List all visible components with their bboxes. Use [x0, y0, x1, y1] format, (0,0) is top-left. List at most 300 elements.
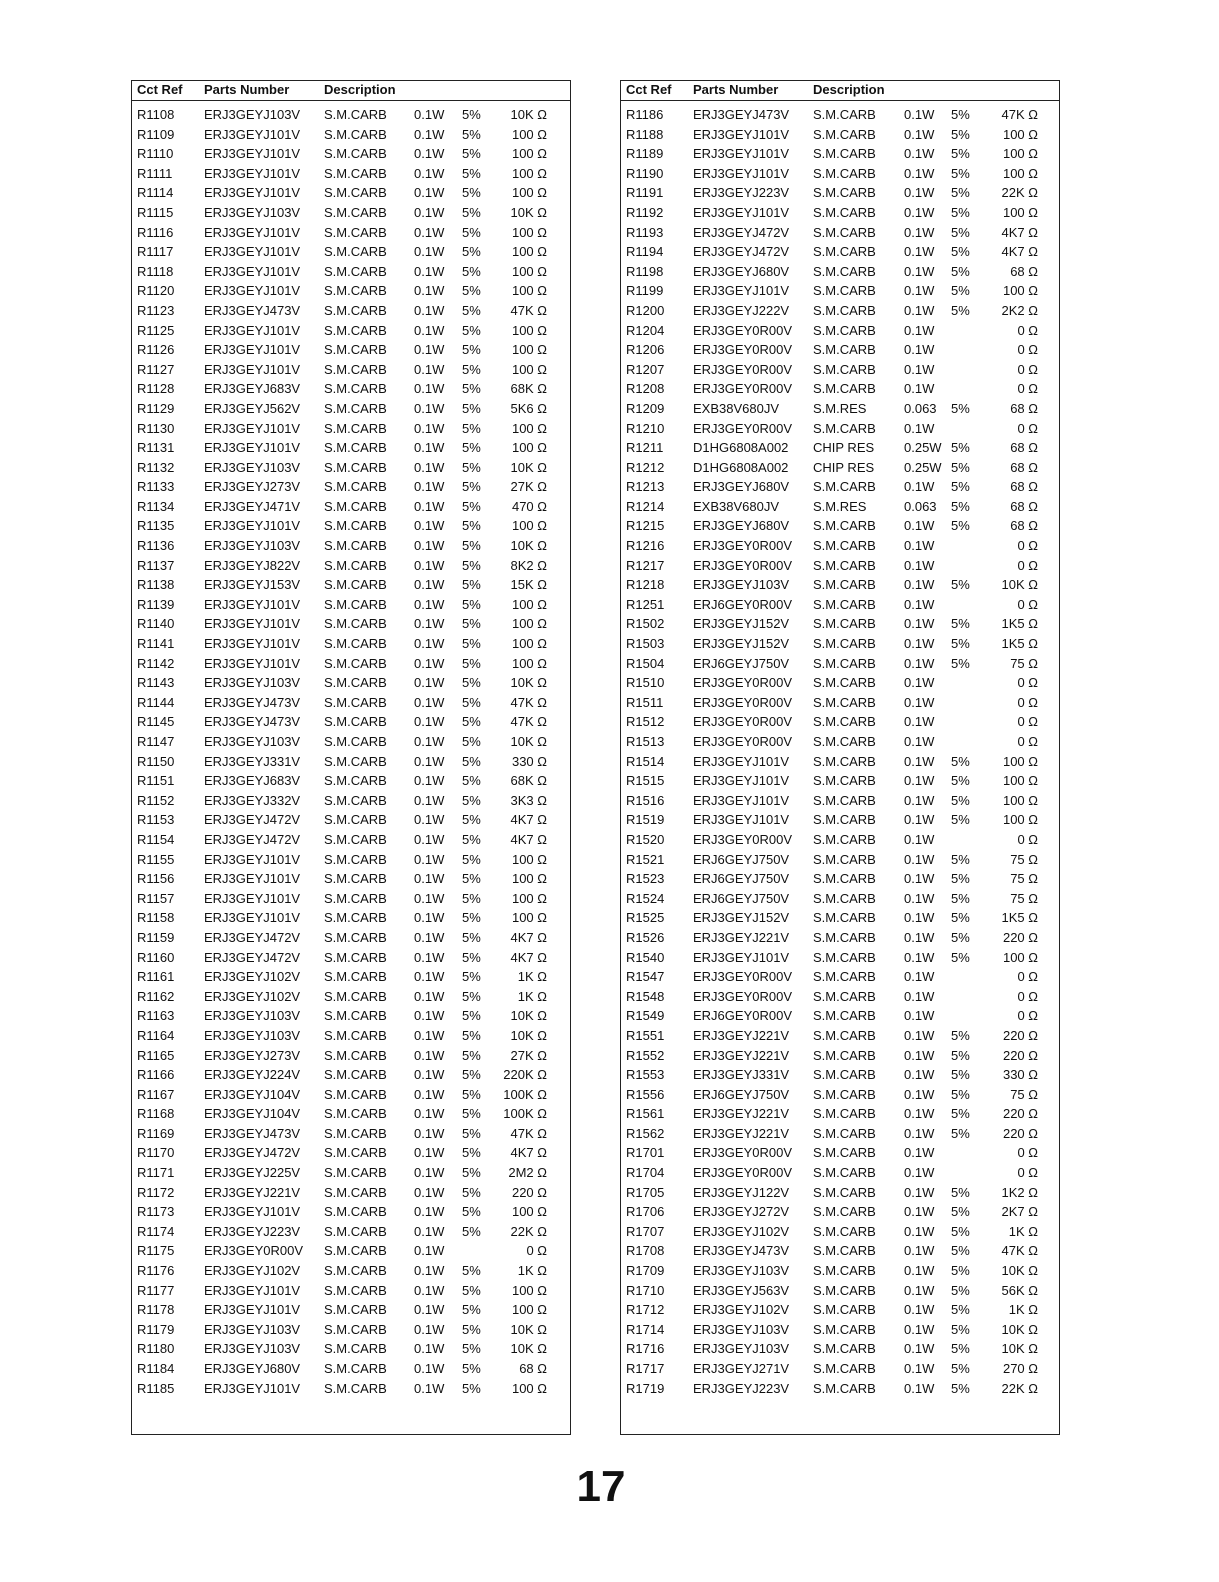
table-row: [621, 125, 1059, 145]
tolerance: 5%: [951, 518, 970, 534]
value: 100 Ω: [511, 596, 547, 612]
value: 100 Ω: [511, 244, 547, 260]
description: S.M.CARB: [324, 792, 387, 808]
cct-ref: R1549: [626, 1008, 665, 1024]
wattage: 0.1W: [414, 1243, 445, 1259]
value: 100 Ω: [511, 1302, 547, 1318]
tolerance: 5%: [462, 185, 481, 201]
part-number: D1HG6808A002: [693, 459, 789, 475]
wattage: 0.1W: [414, 596, 445, 612]
wattage: 0.1W: [904, 1145, 935, 1161]
tolerance: 5%: [462, 577, 481, 593]
table-row: [621, 203, 1059, 223]
part-number: ERJ6GEYJ750V: [693, 851, 790, 867]
part-number: ERJ3GEY0R00V: [693, 381, 792, 397]
part-number: ERJ6GEY0R00V: [693, 1008, 792, 1024]
wattage: 0.1W: [904, 1204, 935, 1220]
part-number: ERJ3GEY0R00V: [693, 1145, 792, 1161]
tolerance: 5%: [951, 1027, 970, 1043]
tolerance: 5%: [462, 381, 481, 397]
table-row: [621, 987, 1059, 1007]
description: S.M.CARB: [324, 851, 387, 867]
tolerance: 5%: [462, 734, 481, 749]
wattage: 0.063: [904, 400, 937, 416]
description: S.M.CARB: [324, 342, 387, 358]
part-number: ERJ6GEYJ750V: [693, 655, 790, 671]
part-number: ERJ3GEY0R00V: [693, 714, 792, 730]
description: S.M.CARB: [813, 577, 876, 593]
wattage: 0.1W: [414, 342, 445, 358]
wattage: 0.1W: [414, 1204, 445, 1220]
part-number: ERJ3GEY0R00V: [693, 1165, 792, 1181]
part-number: ERJ3GEYJ221V: [693, 1027, 790, 1043]
table-row: [132, 1379, 570, 1399]
parts-table-left: [131, 80, 571, 1435]
wattage: 0.1W: [904, 244, 935, 260]
tolerance: 5%: [462, 675, 481, 691]
wattage: 0.1W: [414, 753, 445, 769]
wattage: 0.1W: [904, 263, 935, 279]
description: S.M.CARB: [813, 910, 876, 926]
part-number: ERJ3GEYJ101V: [204, 655, 301, 671]
wattage: 0.1W: [414, 420, 445, 436]
cct-ref: R1216: [626, 538, 665, 554]
description: S.M.CARB: [324, 812, 387, 828]
tolerance: 5%: [462, 479, 481, 495]
cct-ref: R1512: [626, 714, 665, 730]
wattage: 0.1W: [904, 577, 935, 593]
value: 10K Ω: [510, 107, 547, 122]
table-row: [621, 1222, 1059, 1242]
description: S.M.CARB: [324, 1067, 387, 1083]
description: S.M.CARB: [324, 1380, 387, 1396]
cct-ref: R1511: [626, 694, 664, 710]
tolerance: 5%: [462, 890, 481, 906]
tolerance: 5%: [951, 1243, 970, 1259]
description: S.M.CARB: [324, 244, 387, 260]
cct-ref: R1516: [626, 792, 665, 808]
description: S.M.CARB: [324, 675, 387, 691]
cct-ref: R1513: [626, 734, 665, 749]
value: 8K2 Ω: [510, 557, 547, 573]
value: 68 Ω: [519, 1361, 547, 1376]
value: 10K Ω: [1001, 1341, 1038, 1357]
tolerance: 5%: [462, 1125, 481, 1141]
cct-ref: R1709: [626, 1263, 665, 1279]
part-number: ERJ3GEYJ101V: [204, 616, 301, 632]
cct-ref: R1212: [626, 459, 665, 475]
wattage: 0.1W: [904, 146, 935, 162]
parts-table-right: [620, 80, 1060, 1435]
part-number: ERJ3GEYJ472V: [693, 224, 790, 240]
part-number: ERJ3GEYJ101V: [204, 126, 301, 142]
wattage: 0.1W: [414, 988, 445, 1004]
table-row: [132, 614, 570, 634]
cct-ref: R1175: [137, 1243, 175, 1259]
value: 0 Ω: [526, 1243, 547, 1259]
tolerance: 5%: [462, 1027, 481, 1043]
table-row: [621, 1281, 1059, 1301]
value: 68 Ω: [1010, 518, 1038, 534]
table-row: [621, 301, 1059, 321]
cct-ref: R1189: [626, 146, 664, 162]
value: 0 Ω: [1017, 557, 1038, 573]
description: S.M.CARB: [813, 694, 876, 710]
table-row: [132, 850, 570, 870]
table-row: [132, 908, 570, 928]
table-row: [132, 771, 570, 791]
description: S.M.CARB: [813, 342, 876, 358]
value: 75 Ω: [1010, 890, 1038, 906]
description: S.M.CARB: [813, 224, 876, 240]
tolerance: 5%: [951, 459, 970, 475]
table-row: [621, 1065, 1059, 1085]
cct-ref: R1162: [137, 988, 175, 1004]
tolerance: 5%: [462, 1165, 481, 1181]
table-row: [621, 379, 1059, 399]
value: 75 Ω: [1010, 871, 1038, 887]
part-number: ERJ3GEYJ103V: [204, 1008, 301, 1024]
tolerance: 5%: [462, 871, 481, 887]
part-number: ERJ3GEYJ101V: [693, 146, 790, 162]
wattage: 0.1W: [904, 126, 935, 142]
tolerance: 5%: [462, 1086, 481, 1102]
cct-ref: R1151: [137, 773, 175, 789]
tolerance: 5%: [951, 1125, 970, 1141]
part-number: ERJ3GEYJ101V: [204, 1282, 301, 1298]
description: S.M.CARB: [813, 616, 876, 632]
table-row: [132, 1124, 570, 1144]
cct-ref: R1556: [626, 1086, 665, 1102]
wattage: 0.1W: [414, 655, 445, 671]
cct-ref: R1177: [137, 1282, 175, 1298]
wattage: 0.1W: [904, 753, 935, 769]
wattage: 0.1W: [904, 1380, 935, 1396]
description: S.M.CARB: [324, 734, 387, 749]
description: S.M.CARB: [813, 1106, 876, 1122]
table-row: [621, 1046, 1059, 1066]
description: S.M.CARB: [813, 596, 876, 612]
part-number: ERJ6GEYJ750V: [693, 871, 790, 887]
cct-ref: R1193: [626, 224, 664, 240]
value: 1K2 Ω: [1001, 1184, 1038, 1200]
table-row: [132, 1006, 570, 1026]
part-number: ERJ6GEYJ750V: [693, 890, 790, 906]
value: 0 Ω: [1017, 714, 1038, 730]
description: S.M.CARB: [813, 1027, 876, 1043]
cct-ref: R1114: [137, 185, 174, 201]
description: S.M.RES: [813, 498, 867, 514]
cct-ref: R1179: [137, 1321, 175, 1337]
part-number: ERJ3GEYJ101V: [204, 263, 301, 279]
part-number: ERJ3GEYJ563V: [693, 1282, 790, 1298]
cct-ref: R1166: [137, 1067, 175, 1083]
wattage: 0.1W: [414, 538, 445, 554]
wattage: 0.1W: [904, 949, 935, 965]
cct-ref: R1133: [137, 479, 175, 495]
wattage: 0.1W: [414, 1184, 445, 1200]
tolerance: 5%: [462, 107, 481, 122]
table-row: [132, 1163, 570, 1183]
description: S.M.CARB: [813, 1341, 876, 1357]
cct-ref: R1704: [626, 1165, 665, 1181]
tolerance: 5%: [951, 577, 970, 593]
description: CHIP RES: [813, 459, 875, 475]
value: 0 Ω: [1017, 694, 1038, 710]
description: S.M.CARB: [813, 146, 876, 162]
value: 1K Ω: [1008, 1302, 1038, 1318]
part-number: ERJ3GEY0R00V: [693, 694, 792, 710]
table-row: [132, 948, 570, 968]
part-number: ERJ3GEYJ101V: [204, 185, 301, 201]
tolerance: 5%: [951, 1380, 970, 1396]
description: S.M.CARB: [813, 655, 876, 671]
part-number: ERJ3GEYJ152V: [693, 910, 790, 926]
table-row: [132, 928, 570, 948]
part-number: ERJ3GEYJ103V: [204, 107, 301, 122]
value: 0 Ω: [1017, 538, 1038, 554]
tolerance: 5%: [951, 753, 970, 769]
value: 100 Ω: [511, 420, 547, 436]
description: S.M.CARB: [324, 831, 387, 847]
part-number: ERJ3GEYJ101V: [204, 224, 301, 240]
tolerance: 5%: [462, 283, 481, 299]
value: 100K Ω: [503, 1086, 547, 1102]
table-row: [132, 379, 570, 399]
wattage: 0.1W: [904, 1302, 935, 1318]
header-cct-ref: Cct Ref: [626, 82, 672, 97]
table-row: [621, 967, 1059, 987]
description: S.M.CARB: [813, 302, 876, 318]
wattage: 0.1W: [414, 636, 445, 652]
part-number: ERJ3GEYJ101V: [204, 342, 301, 358]
header-description: Description: [324, 82, 396, 97]
part-number: ERJ3GEYJ101V: [204, 851, 301, 867]
value: 10K Ω: [510, 538, 547, 554]
value: 1K Ω: [517, 969, 547, 985]
table-body: [132, 105, 570, 1398]
tolerance: 5%: [462, 146, 481, 162]
tolerance: 5%: [951, 616, 970, 632]
cct-ref: R1521: [626, 851, 665, 867]
value: 68K Ω: [510, 773, 547, 789]
table-row: [132, 1281, 570, 1301]
value: 10K Ω: [510, 1341, 547, 1357]
description: S.M.CARB: [324, 1204, 387, 1220]
description: S.M.CARB: [324, 1106, 387, 1122]
tolerance: 5%: [462, 498, 481, 514]
table-row: [621, 1261, 1059, 1281]
value: 68 Ω: [1010, 459, 1038, 475]
tolerance: 5%: [951, 204, 970, 220]
description: S.M.CARB: [324, 283, 387, 299]
description: S.M.CARB: [813, 675, 876, 691]
cct-ref: R1118: [137, 263, 174, 279]
cct-ref: R1178: [137, 1302, 175, 1318]
value: 10K Ω: [1001, 1321, 1038, 1337]
description: S.M.CARB: [324, 1125, 387, 1141]
wattage: 0.1W: [414, 361, 445, 377]
description: S.M.CARB: [324, 929, 387, 945]
tolerance: 5%: [462, 244, 481, 260]
wattage: 0.1W: [904, 1223, 935, 1239]
tolerance: 5%: [951, 263, 970, 279]
description: S.M.CARB: [813, 1263, 876, 1279]
description: S.M.CARB: [813, 1008, 876, 1024]
part-number: ERJ3GEYJ101V: [693, 283, 790, 299]
wattage: 0.1W: [414, 1223, 445, 1239]
tolerance: 5%: [462, 1282, 481, 1298]
value: 2K2 Ω: [1001, 302, 1038, 318]
value: 27K Ω: [510, 1047, 547, 1063]
cct-ref: R1131: [137, 440, 175, 456]
wattage: 0.25W: [904, 459, 942, 475]
part-number: ERJ3GEYJ153V: [204, 577, 301, 593]
value: 47K Ω: [1001, 1243, 1038, 1259]
table-row: [132, 458, 570, 478]
cct-ref: R1215: [626, 518, 665, 534]
description: S.M.CARB: [324, 459, 387, 475]
value: 4K7 Ω: [510, 812, 547, 828]
tolerance: 5%: [462, 1145, 481, 1161]
cct-ref: R1717: [626, 1361, 665, 1376]
tolerance: 5%: [462, 636, 481, 652]
value: 100 Ω: [511, 616, 547, 632]
description: S.M.CARB: [813, 1067, 876, 1083]
cct-ref: R1214: [626, 498, 665, 514]
description: S.M.CARB: [324, 1184, 387, 1200]
cct-ref: R1192: [626, 204, 664, 220]
cct-ref: R1156: [137, 871, 175, 887]
part-number: ERJ3GEY0R00V: [693, 342, 792, 358]
cct-ref: R1155: [137, 851, 175, 867]
description: S.M.CARB: [813, 714, 876, 730]
value: 0 Ω: [1017, 420, 1038, 436]
header-parts-number: Parts Number: [693, 82, 779, 97]
part-number: ERJ3GEYJ103V: [693, 1263, 790, 1279]
table-row: [621, 830, 1059, 850]
value: 56K Ω: [1001, 1282, 1038, 1298]
wattage: 0.1W: [414, 479, 445, 495]
cct-ref: R1211: [626, 440, 664, 456]
description: S.M.CARB: [813, 1184, 876, 1200]
table-row: [132, 1300, 570, 1320]
cct-ref: R1134: [137, 498, 175, 514]
tolerance: 5%: [951, 1321, 970, 1337]
table-row: [132, 673, 570, 693]
wattage: 0.1W: [414, 1282, 445, 1298]
wattage: 0.1W: [904, 773, 935, 789]
cct-ref: R1719: [626, 1380, 665, 1396]
table-row: [132, 144, 570, 164]
value: 4K7 Ω: [1001, 244, 1038, 260]
value: 100 Ω: [511, 283, 547, 299]
tolerance: 5%: [462, 1223, 481, 1239]
table-row: [621, 1143, 1059, 1163]
wattage: 0.1W: [414, 322, 445, 338]
wattage: 0.1W: [904, 479, 935, 495]
table-row: [132, 791, 570, 811]
wattage: 0.063: [904, 498, 937, 514]
tolerance: 5%: [951, 224, 970, 240]
description: S.M.CARB: [324, 381, 387, 397]
value: 100 Ω: [1002, 146, 1038, 162]
part-number: ERJ3GEYJ101V: [204, 420, 301, 436]
wattage: 0.1W: [414, 1341, 445, 1357]
value: 0 Ω: [1017, 734, 1038, 749]
cct-ref: R1540: [626, 949, 665, 965]
part-number: ERJ3GEYJ221V: [693, 929, 790, 945]
part-number: ERJ3GEYJ331V: [693, 1067, 790, 1083]
table-row: [132, 183, 570, 203]
value: 220K Ω: [503, 1067, 547, 1083]
value: 68 Ω: [1010, 498, 1038, 514]
table-row: [621, 752, 1059, 772]
table-row: [132, 712, 570, 732]
part-number: ERJ3GEYJ103V: [204, 734, 301, 749]
description: S.M.CARB: [324, 107, 387, 122]
cct-ref: R1207: [626, 361, 665, 377]
description: S.M.CARB: [813, 518, 876, 534]
wattage: 0.1W: [904, 596, 935, 612]
wattage: 0.1W: [414, 616, 445, 632]
tolerance: 5%: [951, 1106, 970, 1122]
table-row: [132, 419, 570, 439]
description: S.M.CARB: [813, 1321, 876, 1337]
table-row: [621, 850, 1059, 870]
cct-ref: R1140: [137, 616, 175, 632]
value: 220 Ω: [1002, 929, 1038, 945]
tolerance: 5%: [462, 714, 481, 730]
value: 100 Ω: [511, 1204, 547, 1220]
wattage: 0.1W: [904, 655, 935, 671]
part-number: ERJ3GEY0R00V: [693, 675, 792, 691]
table-row: [621, 516, 1059, 536]
description: S.M.CARB: [813, 322, 876, 338]
value: 10K Ω: [510, 1321, 547, 1337]
table-row: [132, 1183, 570, 1203]
part-number: ERJ3GEYJ221V: [693, 1106, 790, 1122]
tolerance: 5%: [951, 1361, 970, 1376]
wattage: 0.1W: [414, 244, 445, 260]
wattage: 0.1W: [904, 636, 935, 652]
wattage: 0.1W: [904, 812, 935, 828]
description: S.M.CARB: [813, 1302, 876, 1318]
description: S.M.CARB: [813, 871, 876, 887]
wattage: 0.1W: [414, 1165, 445, 1181]
wattage: 0.1W: [904, 1086, 935, 1102]
table-body: [621, 105, 1059, 1398]
wattage: 0.1W: [414, 263, 445, 279]
part-number: ERJ3GEYJ101V: [204, 910, 301, 926]
table-row: [132, 1359, 570, 1379]
tolerance: 5%: [462, 1361, 481, 1376]
description: S.M.CARB: [324, 949, 387, 965]
table-row: [621, 1300, 1059, 1320]
value: 100 Ω: [511, 518, 547, 534]
tolerance: 5%: [462, 440, 481, 456]
wattage: 0.1W: [414, 714, 445, 730]
part-number: ERJ3GEYJ472V: [204, 949, 301, 965]
table-row: [132, 301, 570, 321]
table-row: [132, 516, 570, 536]
wattage: 0.1W: [414, 165, 445, 181]
description: S.M.CARB: [324, 1263, 387, 1279]
tolerance: 5%: [951, 1086, 970, 1102]
description: S.M.CARB: [813, 1204, 876, 1220]
tolerance: 5%: [951, 244, 970, 260]
table-row: [621, 1006, 1059, 1026]
